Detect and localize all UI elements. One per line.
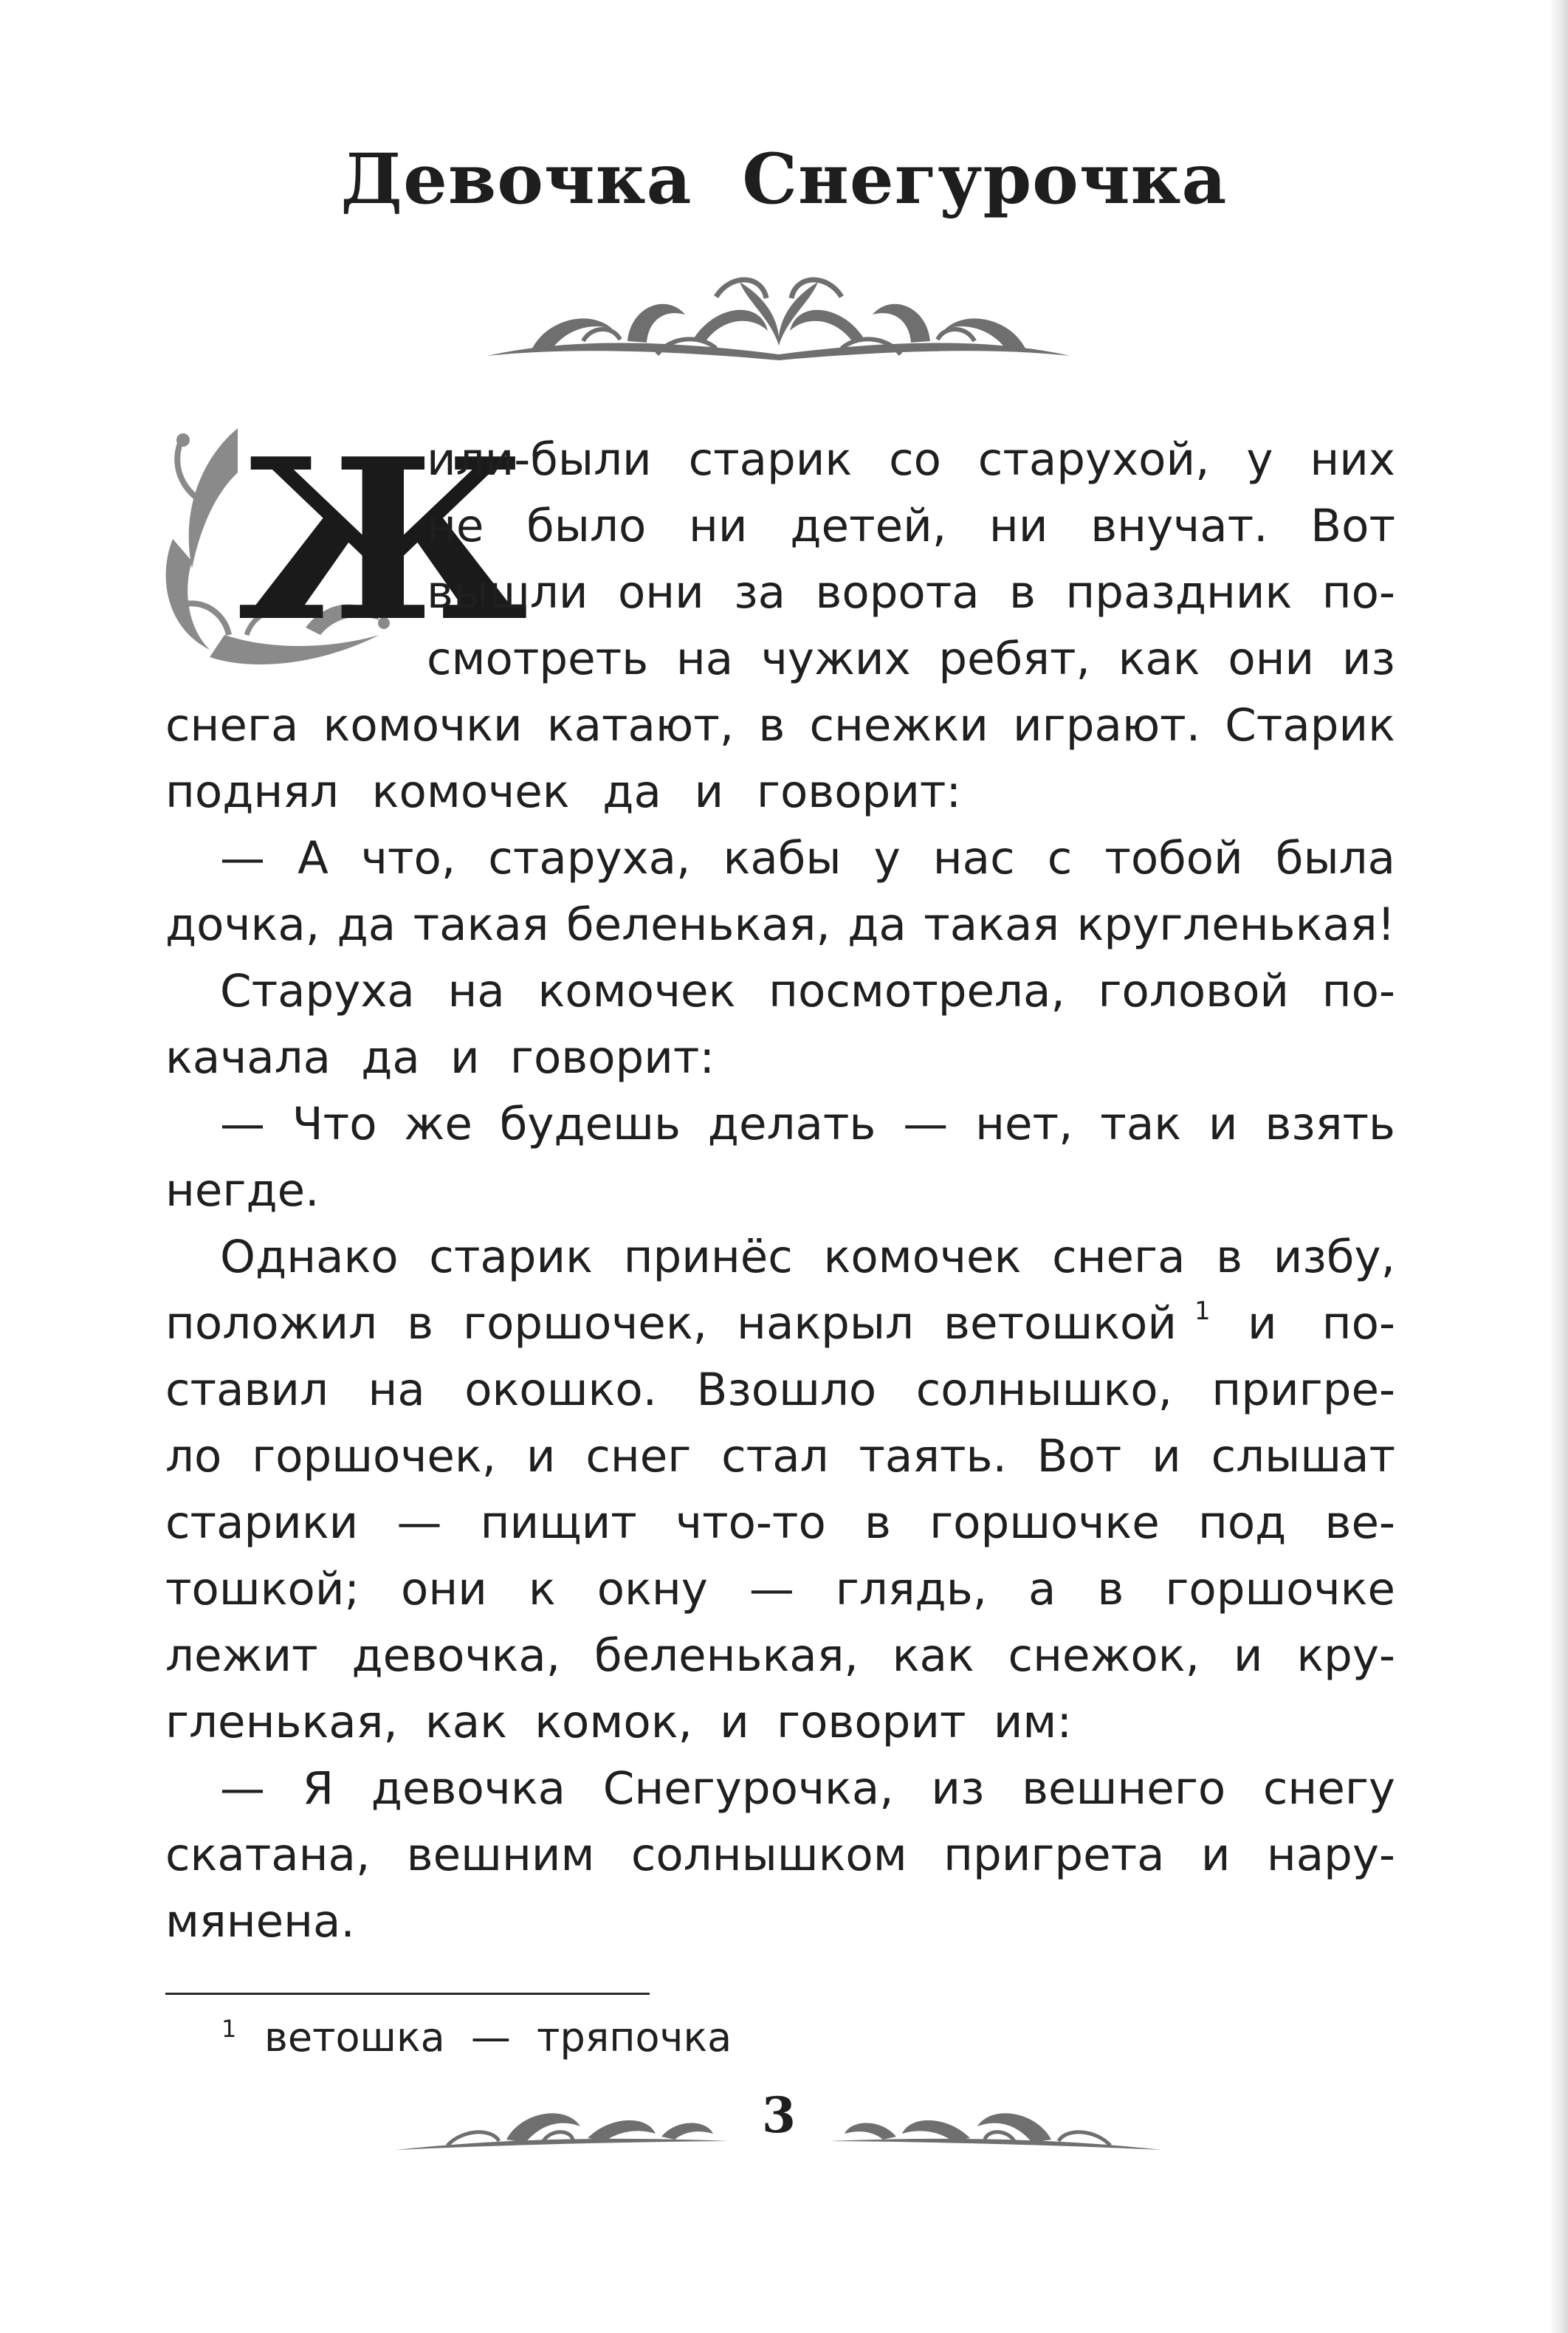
text-line: качала да и говорит: xyxy=(165,1031,715,1084)
text-line: Старуха на комочек посмотрела, головой по- xyxy=(220,965,1395,1017)
footnote-reference: 1 xyxy=(1194,1296,1211,1326)
text-line: лежит девочка, беленькая, как снежок, и кру- xyxy=(165,1629,1395,1682)
text-line: негде. xyxy=(165,1164,320,1217)
page-spine-shadow xyxy=(1549,0,1568,2333)
text-line: — Что же будешь делать — нет, так и взять xyxy=(220,1098,1395,1150)
text-line: положил в горшочек, накрыл ветошкой xyxy=(165,1297,1177,1350)
text-line: гленькая, как комок, и говорит им: xyxy=(165,1696,1072,1748)
text-line: не было ни детей, ни внучат. Вот xyxy=(427,500,1395,552)
text-line: ло горшочек, и снег стал таять. Вот и слышат xyxy=(165,1430,1395,1482)
title-ornament-icon xyxy=(472,267,1085,379)
text-line: скатана, вешним солнышком пригрета и нару- xyxy=(165,1829,1395,1881)
drop-cap xyxy=(158,410,529,679)
text-line: ставил на окошко. Взошло солнышко, пригре- xyxy=(165,1364,1395,1416)
footnote-divider xyxy=(165,1993,650,1995)
drop-cap-letter: Ж xyxy=(238,410,529,670)
footer-ornament-right-icon xyxy=(822,2097,1162,2163)
footnote-mark: 1 xyxy=(221,2015,237,2043)
text-line: дочка, да такая беленькая, да такая кругленькая! xyxy=(165,899,1395,951)
footnote-text: ветошка — тряпочка xyxy=(264,2014,732,2061)
text-line: — Я девочка Снегурочка, из вешнего снегу xyxy=(220,1762,1395,1815)
text-line: или-были старик со старухой, у них xyxy=(427,433,1395,486)
text-line: снега комочки катают, в снежки играют. Старик xyxy=(165,699,1395,752)
text-line: Однако старик принёс комочек снега в избу, xyxy=(220,1231,1395,1283)
text-line: поднял комочек да и говорит: xyxy=(165,766,961,818)
text-line: вышли они за ворота в праздник по- xyxy=(427,566,1395,619)
text-line: и по- xyxy=(1248,1297,1395,1350)
text-line: смотреть на чужих ребят, как они из xyxy=(427,633,1395,685)
footnote xyxy=(221,2008,732,2067)
text-line: мянена. xyxy=(165,1895,355,1948)
footer-ornament-left-icon xyxy=(396,2097,735,2163)
page-number: 3 xyxy=(762,2086,796,2144)
page-title: Девочка Снегурочка xyxy=(340,139,1228,220)
text-line: — А что, старуха, кабы у нас с тобой была xyxy=(220,832,1395,884)
text-line: старики — пищит что-то в горшочке под ве- xyxy=(165,1497,1395,1549)
text-line: тошкой; они к окну — глядь, а в горшочке xyxy=(165,1563,1395,1615)
